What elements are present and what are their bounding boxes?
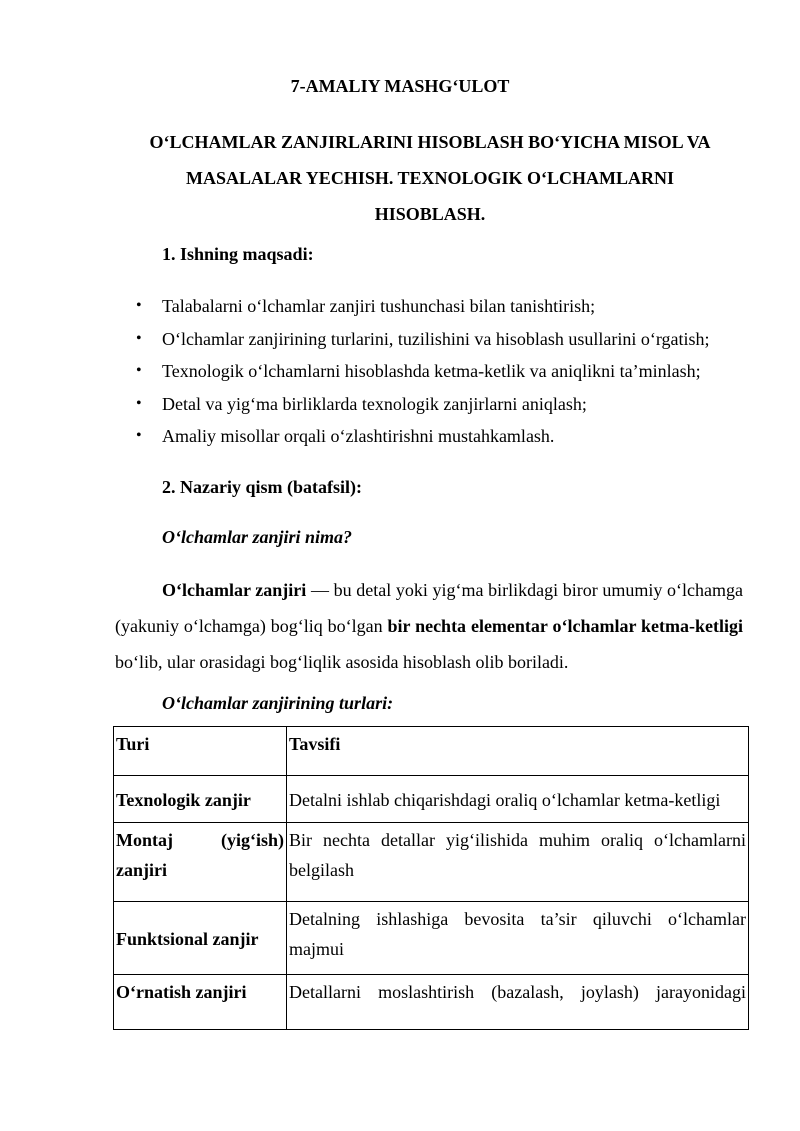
list-item-text: Talabalarni o‘lchamlar zanjiri tushunchasi bilan tanishtirish; bbox=[162, 296, 596, 316]
page-title: 7-AMALIY MASHG‘ULOT bbox=[290, 76, 510, 96]
table-cell-description-text: Detallarni moslashtirish (bazalash, joylash) jarayonidagi bbox=[289, 982, 746, 1002]
list-item bbox=[136, 391, 710, 424]
list-item-text: O‘lchamlar zanjirining turlarini, tuzilishini va hisoblash usullarini o‘rgatish; bbox=[162, 328, 710, 349]
table-row bbox=[114, 823, 749, 902]
table-cell-description bbox=[287, 975, 749, 1030]
definition-paragraph bbox=[115, 572, 743, 680]
subheading-question: O‘lchamlar zanjiri nima? bbox=[162, 527, 353, 547]
bullet-icon: • bbox=[136, 329, 142, 347]
definition-term: O‘lchamlar zanjiri bbox=[162, 580, 307, 600]
table-cell-type: O‘rnatish zanjiri bbox=[114, 975, 287, 1030]
list-item-text: Amaliy misollar orqali o‘zlashtirishni mustahkamlash. bbox=[162, 426, 555, 446]
bullet-icon: • bbox=[136, 394, 142, 412]
definition-bold-phrase: bir nechta elementar o‘lchamlar ketma-ketligi bbox=[387, 616, 743, 636]
definition-text-end: bo‘lib, ular orasidagi bog‘liqlik asosida hisoblash olib boriladi. bbox=[115, 652, 569, 672]
list-item-text: Detal va yig‘ma birliklarda texnologik zanjirlarni aniqlash; bbox=[162, 393, 587, 414]
table-row bbox=[114, 776, 749, 823]
list-item bbox=[136, 358, 710, 391]
table-cell-description: Detalning ishlashiga bevosita ta’sir qiluvchi o‘lchamlar majmui bbox=[287, 902, 749, 975]
section-heading-theory: 2. Nazariy qism (batafsil): bbox=[162, 477, 362, 497]
list-item bbox=[136, 293, 710, 326]
list-item bbox=[136, 423, 710, 456]
table-header-cell: Turi bbox=[114, 727, 287, 776]
table-cell-description: Detalni ishlab chiqarishdagi oraliq o‘lchamlar ketma-ketligi bbox=[287, 776, 749, 823]
subtitle-line: O‘LCHAMLAR ZANJIRLARINI HISOBLASH BO‘YICHA MISOL VA bbox=[149, 132, 711, 152]
table-header-row bbox=[114, 727, 749, 776]
bullet-icon: • bbox=[136, 362, 142, 379]
table-row bbox=[114, 902, 749, 975]
table-cell-type: Montaj (yig‘ish) zanjiri bbox=[114, 823, 287, 902]
bullet-icon: • bbox=[136, 297, 142, 314]
subheading-types: O‘lchamlar zanjirining turlari: bbox=[162, 693, 394, 713]
document-subtitle bbox=[115, 124, 745, 232]
table-cell-description: Bir nechta detallar yig‘ilishida muhim oraliq o‘lchamlarni belgilash bbox=[287, 823, 749, 902]
subtitle-line: MASALALAR YECHISH. TEXNOLOGIK O‘LCHAMLARNI bbox=[185, 168, 675, 188]
goal-list bbox=[136, 293, 710, 456]
table-row bbox=[114, 975, 749, 1030]
list-item-text: Texnologik o‘lchamlarni hisoblashda ketma-ketlik va aniqlikni ta’minlash; bbox=[162, 361, 701, 381]
types-table bbox=[113, 726, 749, 1030]
definition-text: — bu detal yoki yig‘ma birlikdagi biror umumiy o‘lchamga (yakuniy o‘lchamga) bog‘liq bo‘lgan bbox=[115, 580, 744, 636]
list-item bbox=[136, 326, 710, 359]
subtitle-line: HISOBLASH. bbox=[374, 204, 486, 224]
table-header-cell: Tavsifi bbox=[287, 727, 749, 776]
section-heading-goal: 1. Ishning maqsadi: bbox=[162, 244, 314, 264]
bullet-icon: • bbox=[136, 427, 142, 444]
table-cell-type: Texnologik zanjir bbox=[114, 776, 287, 823]
table-cell-type: Funktsional zanjir bbox=[114, 902, 287, 975]
